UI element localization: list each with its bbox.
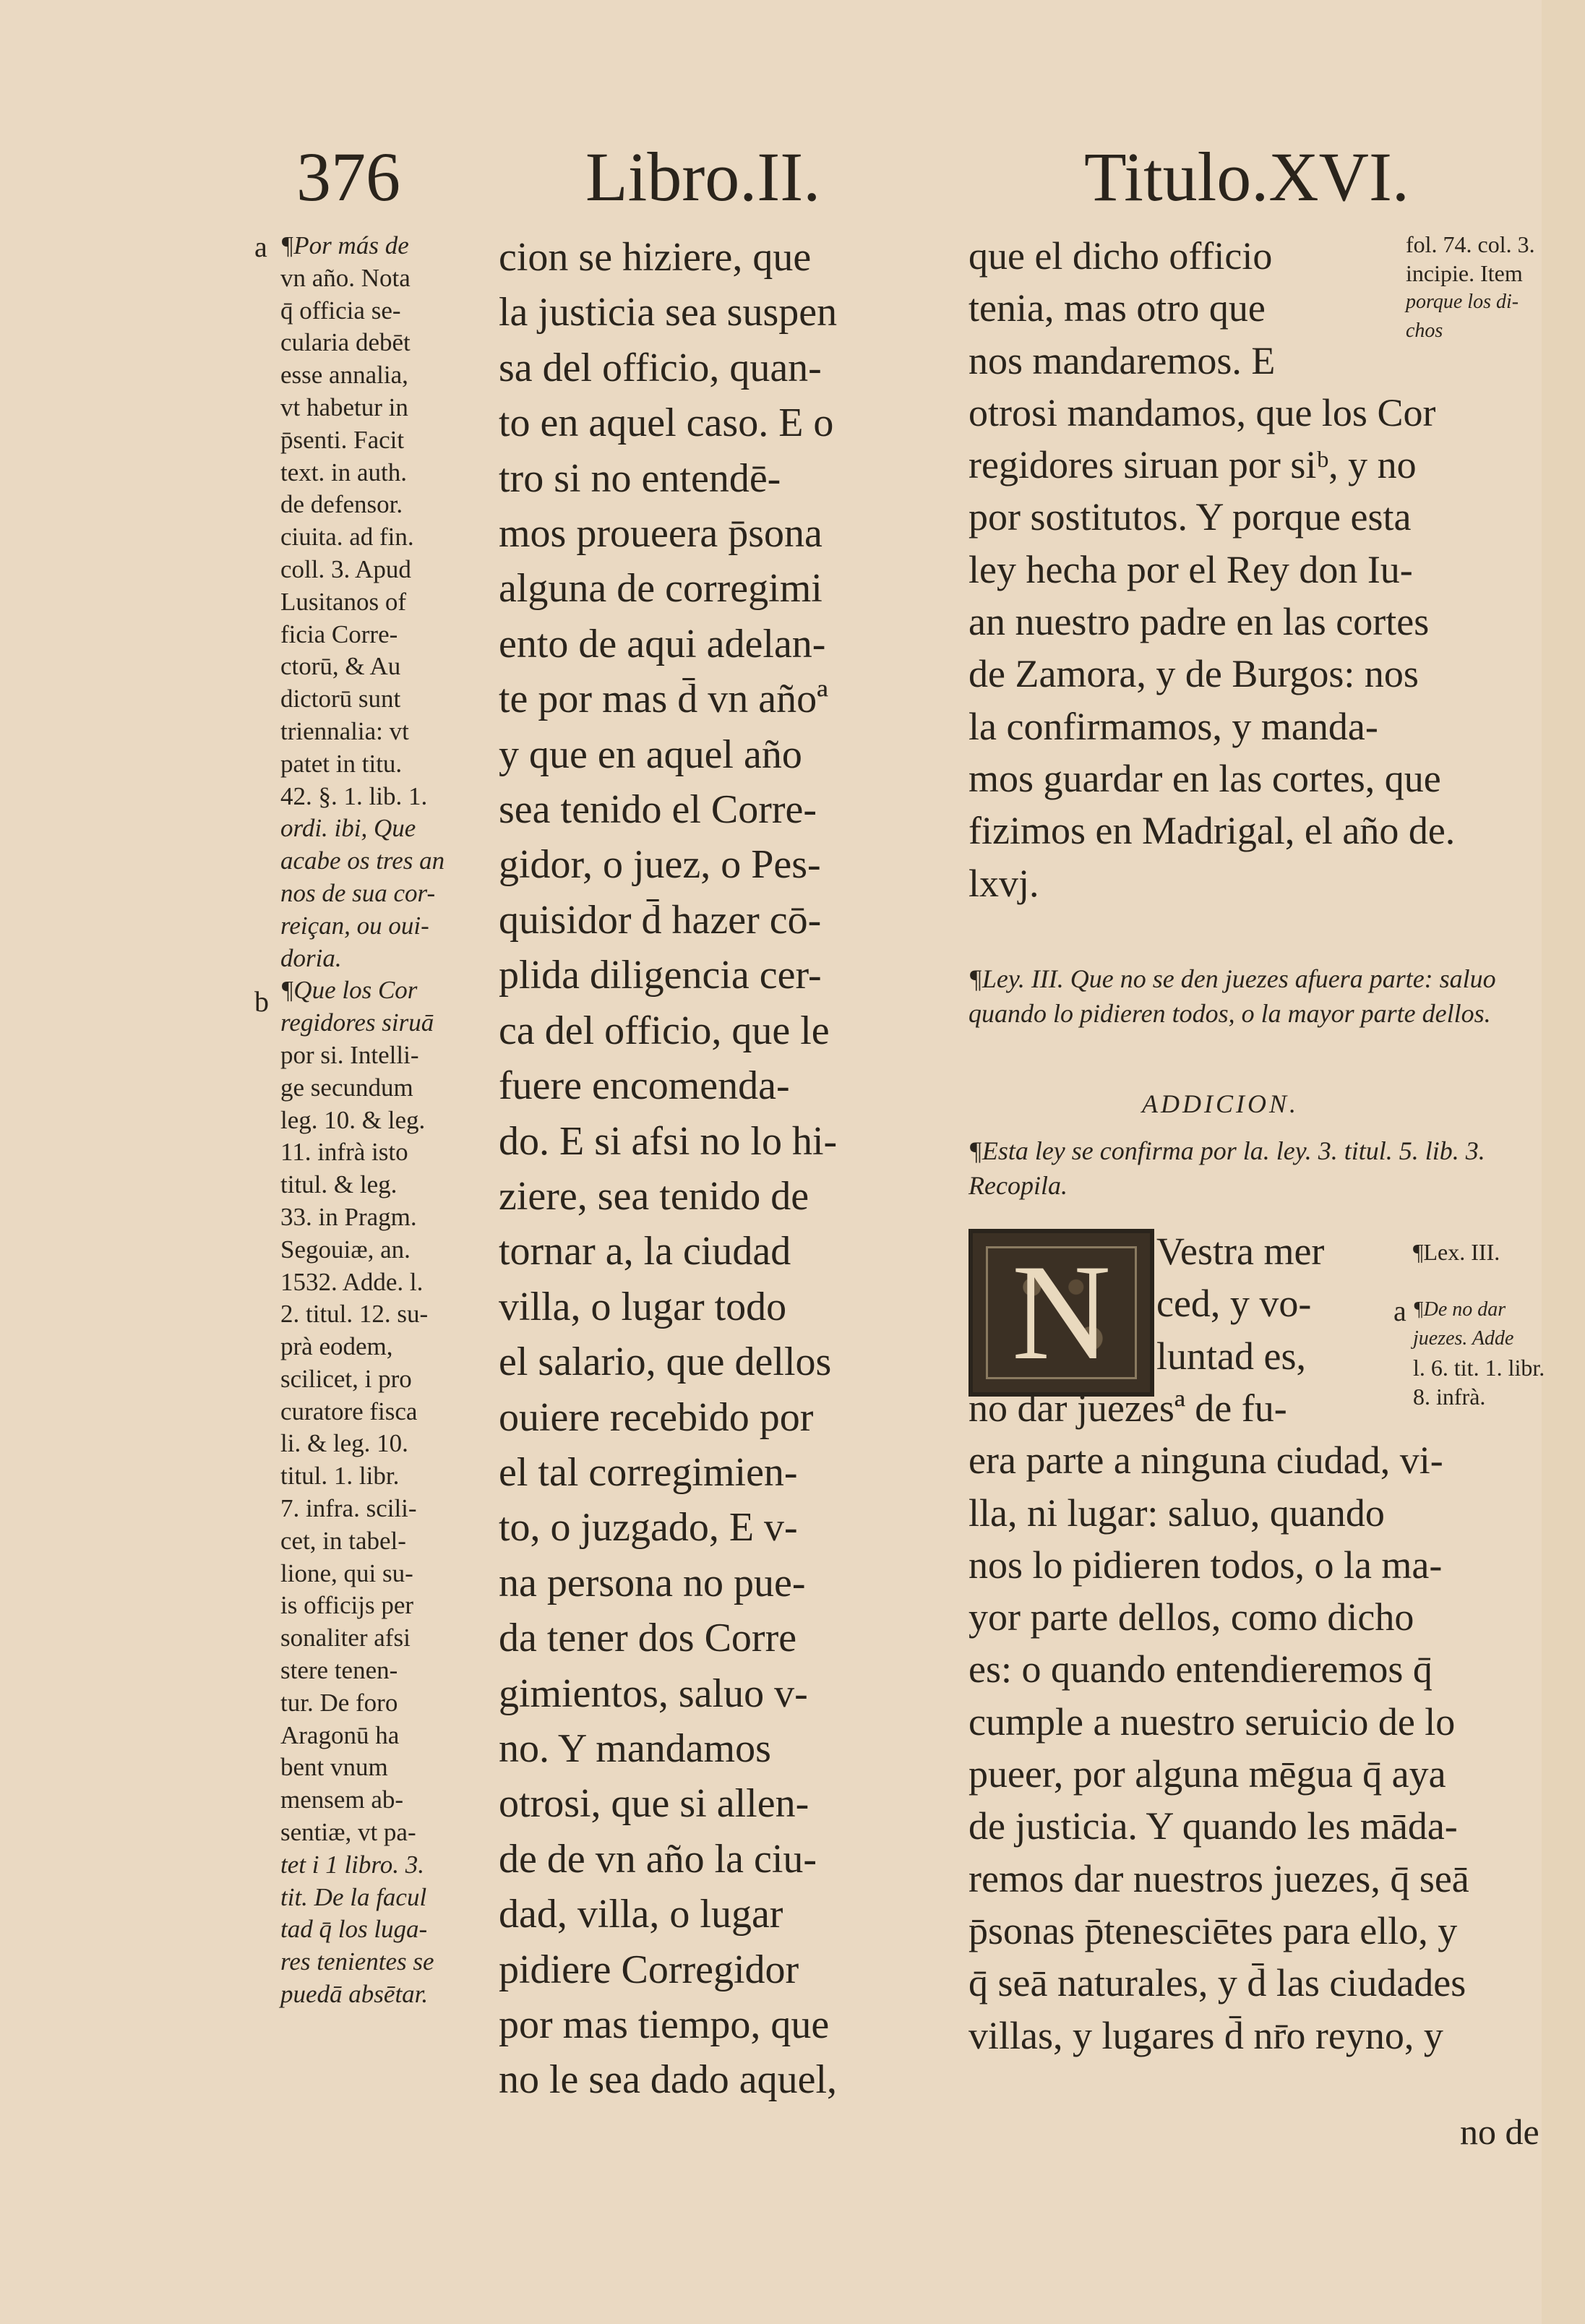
gloss-line: por si. Intelli-	[280, 1040, 419, 1069]
text-line: nos mandaremos. E	[968, 338, 1276, 382]
gloss-line: leg. 10. & leg.	[280, 1105, 426, 1134]
text-line: por mas tiempo, que	[499, 2002, 830, 2047]
gloss-line: fol. 74. col. 3.	[1406, 231, 1535, 257]
text-line: remos dar nuestros juezes, q̄ seā	[968, 1856, 1469, 1900]
gloss-line: titul. 1. libr.	[280, 1462, 400, 1491]
text-line: ley hecha por el Rey don Iu-	[968, 547, 1413, 591]
text-line: villa, o lugar todo	[499, 1284, 787, 1329]
gloss-line: tad q̄ los luga-	[280, 1915, 428, 1944]
text-line: regidores siruan por siᵇ, y no	[968, 443, 1417, 487]
text-line: cion se hiziere, que	[499, 235, 812, 280]
text-line: lla, ni lugar: saluo, quando	[968, 1491, 1385, 1535]
gloss-line: res tenientes se	[280, 1947, 434, 1976]
text-line: otrosi, que si allen-	[499, 1781, 809, 1827]
text-line: na persona no pue-	[499, 1560, 806, 1605]
gloss-line: stere tenen-	[280, 1656, 398, 1685]
gloss-line: l. 6. tit. 1. libr.	[1413, 1355, 1545, 1381]
text-line: otrosi mandamos, que los Cor	[968, 390, 1436, 434]
initial-letter: N	[1011, 1237, 1112, 1389]
gloss-line: mensem ab-	[280, 1785, 404, 1814]
gloss-line: titul. & leg.	[280, 1170, 398, 1199]
text-line: da tener dos Corre	[499, 1616, 797, 1661]
text-line: sa del officio, quan-	[499, 345, 822, 390]
text-line: gidor, o juez, o Pes-	[499, 842, 821, 888]
gloss-line: tur. De foro	[280, 1688, 398, 1717]
text-line: tornar a, la ciudad	[499, 1229, 791, 1274]
text-line: pidiere Corregidor	[499, 1947, 799, 1992]
gloss-line	[1413, 1266, 1558, 1295]
gloss-line: dictorū sunt	[280, 685, 401, 713]
law-rubric: ¶Ley. III. Que no se den juezes afuera parte: saluo quando lo pidieren todos, o la mayor parte dellos.	[968, 964, 1496, 1028]
gloss-line: bent vnum	[280, 1753, 388, 1782]
text-line: ziere, sea tenido de	[499, 1173, 809, 1219]
text-line: era parte a ninguna ciudad, vi-	[968, 1438, 1443, 1483]
text-line: villas, y lugares d̄ nr̄o reyno, y	[968, 2013, 1443, 2057]
gloss-line: cularia debēt	[280, 328, 411, 357]
text-line: tro si no entendē-	[499, 455, 781, 501]
book-label: Libro.II.	[585, 138, 821, 215]
text-line: ento de aqui adelan-	[499, 621, 826, 666]
text-line: to, o juzgado, E v-	[499, 1505, 798, 1551]
text-line: es: o quando entendieremos q̄	[968, 1647, 1432, 1691]
text-line: pueer, por alguna mēgua q̄ aya	[968, 1752, 1446, 1796]
text-line: sea tenido el Corre-	[499, 787, 817, 833]
text-line: nos lo pidieren todos, o la ma-	[968, 1543, 1443, 1587]
main-text-initial-lines	[1156, 1225, 1409, 1382]
text-line: luntad es,	[1156, 1334, 1306, 1378]
gloss-line: coll. 3. Apud	[280, 554, 411, 583]
text-line: lxvj.	[968, 861, 1039, 905]
gloss-line: 2. titul. 12. su-	[280, 1300, 429, 1329]
gloss-line: puedā absētar.	[280, 1980, 429, 2009]
text-line: yor parte dellos, como dicho	[968, 1595, 1414, 1639]
gloss-line: sentiæ, vt pa-	[280, 1818, 416, 1847]
text-line: gimientos, saluo v-	[499, 1671, 808, 1716]
gloss-line: juezes. Adde	[1413, 1327, 1514, 1350]
gloss-line: tet i 1 libro. 3.	[280, 1850, 424, 1879]
gloss-line: vn año. Nota	[280, 263, 411, 292]
gloss-line: 7. infra. scili-	[280, 1494, 417, 1523]
text-line: plida diligencia cer-	[499, 953, 822, 998]
gloss-line: ¶Por más de	[280, 231, 409, 260]
gloss-line: ¶Lex. III.	[1413, 1239, 1500, 1265]
gloss-line: ciuita. ad fin.	[280, 523, 414, 552]
gloss-line: triennalia: vt	[280, 716, 409, 745]
text-line: de justicia. Y quando les māda-	[968, 1804, 1458, 1848]
gloss-marker-right-a: a	[1393, 1295, 1406, 1327]
gloss-line: curatore fisca	[280, 1397, 418, 1425]
text-line: ouiere recebido por	[499, 1394, 814, 1440]
text-line: que el dicho officio	[968, 234, 1273, 278]
right-margin-gloss-top	[1406, 230, 1550, 346]
text-line: do. E si afsi no lo hi-	[499, 1118, 838, 1164]
text-line: to en aquel caso. E o	[499, 400, 834, 446]
text-line: cumple a nuestro seruicio de lo	[968, 1699, 1456, 1744]
text-line: ced, y vo-	[1156, 1282, 1312, 1326]
gloss-marker-a: a	[254, 231, 267, 263]
gloss-line: q̄ officia se-	[280, 296, 401, 325]
gloss-line: regidores siruā	[280, 1008, 434, 1037]
text-line: no. Y mandamos	[499, 1725, 771, 1771]
gloss-line: ¶De no dar	[1413, 1298, 1506, 1321]
gloss-line: incipie. Item	[1406, 260, 1523, 286]
text-line: la justicia sea suspen	[499, 290, 838, 335]
text-line: fuere encomenda-	[499, 1063, 790, 1109]
gloss-marker-b: b	[254, 985, 269, 1018]
main-text-column-2-bottom	[968, 1382, 1561, 2062]
gloss-line: ge secundum	[280, 1073, 413, 1102]
text-line: fizimos en Madrigal, el año de.	[968, 809, 1456, 853]
text-line: mos proueera p̄sona	[499, 511, 822, 557]
addicion-text: ¶Esta ley se confirma por la. ley. 3. titul. 5. lib. 3. Recopila.	[968, 1136, 1485, 1200]
gloss-line: scilicet, i pro	[280, 1364, 412, 1393]
catchword: no de	[1460, 2111, 1539, 2152]
gloss-line: 1532. Adde. l.	[280, 1267, 424, 1296]
text-line: la confirmamos, y manda-	[968, 704, 1378, 748]
gloss-line: 42. §. 1. lib. 1.	[280, 781, 428, 810]
text-line: y que en aquel año	[499, 732, 802, 777]
gloss-line: 11. infrà isto	[280, 1138, 408, 1167]
gloss-line: Aragonū ha	[280, 1720, 400, 1749]
main-text-column-1	[499, 230, 918, 2108]
text-line: q̄ seā naturales, y d̄ las ciudades	[968, 1961, 1466, 2005]
text-line: quisidor d̄ hazer cō-	[499, 897, 822, 943]
gloss-line: cet, in tabel-	[280, 1526, 406, 1555]
gloss-line: ficia Corre-	[280, 619, 398, 648]
gloss-line: esse annalia,	[280, 361, 408, 390]
text-line: el salario, que dellos	[499, 1339, 832, 1385]
gloss-line: vt habetur in	[280, 393, 408, 421]
gloss-line: acabe os tres an	[280, 846, 445, 875]
decorated-initial	[968, 1229, 1154, 1397]
text-line: por sostitutos. Y porque esta	[968, 495, 1412, 539]
gloss-line: li. & leg. 10.	[280, 1429, 408, 1458]
gloss-line: porque los di-	[1406, 291, 1519, 313]
gloss-line: de defensor.	[280, 490, 403, 519]
text-line: de de vn año la ciu-	[499, 1836, 817, 1882]
gloss-line: chos	[1406, 320, 1443, 342]
gloss-line: is officijs per	[280, 1591, 414, 1620]
gloss-line: ¶Que los Cor	[280, 976, 418, 1005]
text-line: el tal corregimien-	[499, 1449, 798, 1495]
title-label: Titulo.XVI.	[1084, 138, 1409, 215]
gloss-line: ctorū, & Au	[280, 652, 401, 681]
text-line: Vestra mer	[1156, 1230, 1325, 1273]
text-line: no dar juezesª de fu-	[968, 1386, 1287, 1430]
gloss-line: p̄senti. Facit	[280, 425, 405, 454]
gloss-line: sonaliter afsi	[280, 1624, 411, 1652]
gloss-line: Lusitanos of	[280, 587, 407, 616]
text-line: tenia, mas otro que	[968, 286, 1266, 330]
gloss-line: 33. in Pragm.	[280, 1202, 417, 1231]
text-line: alguna de corregimi	[499, 566, 822, 612]
gloss-line: lione, qui su-	[280, 1558, 413, 1587]
gloss-line: prà eodem,	[280, 1332, 393, 1361]
text-line: te por mas d̄ vn añoª	[499, 677, 828, 722]
text-line: an nuestro padre en las cortes	[968, 600, 1430, 644]
gloss-line: patet in titu.	[280, 749, 403, 778]
text-line: ca del officio, que le	[499, 1008, 830, 1053]
text-line: mos guardar en las cortes, que	[968, 756, 1441, 800]
text-line: p̄sonas p̄tenesciētes para ello, y	[968, 1908, 1458, 1952]
gloss-line: 8. infrà.	[1413, 1384, 1486, 1410]
text-line: de Zamora, y de Burgos: nos	[968, 652, 1419, 696]
left-margin-gloss	[280, 230, 472, 2011]
text-line: dad, villa, o lugar	[499, 1892, 783, 1937]
running-header	[0, 137, 1585, 224]
gloss-line: reiçan, ou oui-	[280, 911, 429, 940]
gloss-line: text. in auth.	[280, 458, 407, 486]
gloss-line: tit. De la facul	[280, 1882, 427, 1911]
gloss-line: doria.	[280, 943, 342, 972]
text-line: no le sea dado aquel,	[499, 2057, 838, 2103]
page-number: 376	[296, 138, 400, 215]
gloss-line: ordi. ibi, Que	[280, 814, 416, 843]
gloss-line: nos de sua cor-	[280, 878, 436, 907]
gloss-line: Segouiæ, an.	[280, 1235, 411, 1264]
addicion-heading: ADDICION.	[1142, 1089, 1299, 1118]
